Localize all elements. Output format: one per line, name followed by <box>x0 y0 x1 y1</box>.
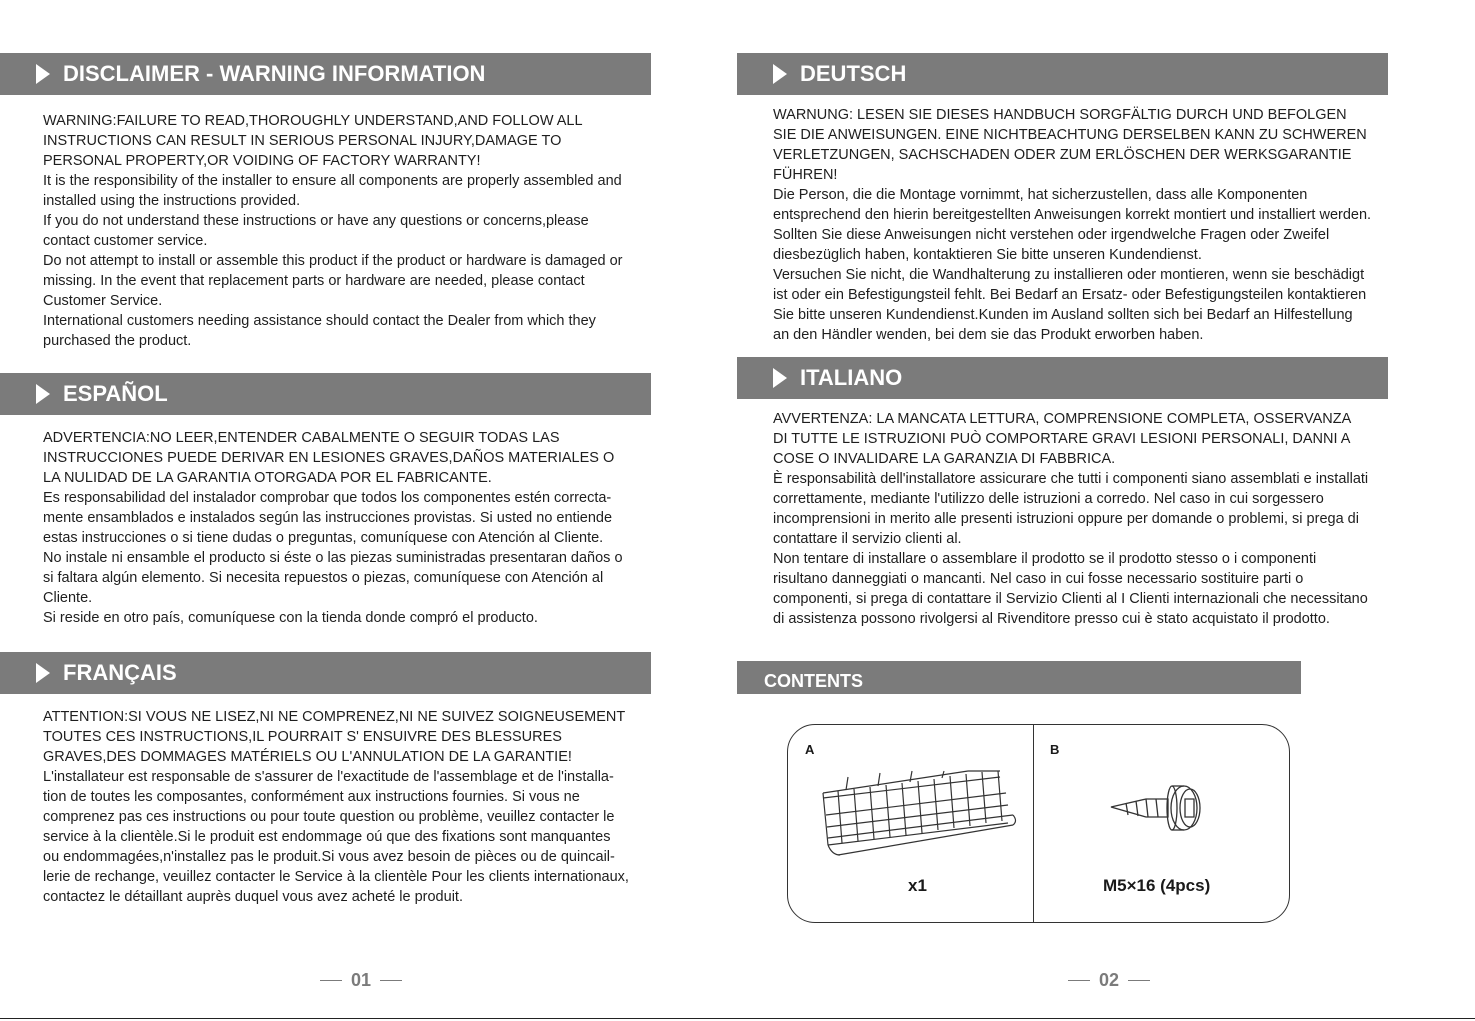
text-line: DI TUTTE LE ISTRUZIONI PUÒ COMPORTARE GRAVI LESIONI PERSONALI, DANNI A <box>773 431 1351 447</box>
text-line: an den Händler wenden, bei dem sie das Produkt erworben haben. <box>773 327 1204 343</box>
text-line: LA NULIDAD DE LA GARANTIA OTORGADA POR EL FABRICANTE. <box>43 470 492 486</box>
text-line: purchased the product. <box>43 333 192 349</box>
text-line: Sie bitte unseren Kundendienst.Kunden im Ausland sollten sich bei Bedarf an Hilfestellung <box>773 307 1353 323</box>
dash-divider <box>320 980 342 981</box>
text-line: tion de toutes les composantes, conformément aux instructions fournies. Si vous ne <box>43 789 580 805</box>
deutsch-text <box>773 105 1398 345</box>
dash-divider <box>1128 980 1150 981</box>
text-line: GRAVES,DES DOMMAGES MATÉRIELS OU L'ANNULATION DE LA GARANTIE! <box>43 749 572 765</box>
text-line: contact customer service. <box>43 233 208 249</box>
espanol-heading: ESPAÑOL <box>63 381 168 406</box>
cable-tray-icon <box>818 763 1018 868</box>
disclaimer-text <box>43 111 658 351</box>
text-line: Es responsabilidad del instalador comprobar que todos los componentes estén correcta- <box>43 490 612 506</box>
text-line: COSE O INVALIDARE LA GARANZIA DI FABBRICA. <box>773 451 1116 467</box>
bottom-rule <box>0 1018 1475 1019</box>
text-line: International customers needing assistance should contact the Dealer from which they <box>43 313 596 329</box>
text-line: SIE DIE ANWEISUNGEN. EINE NICHTBEACHTUNG DERSELBEN KANN ZU SCHWEREN <box>773 127 1367 143</box>
contents-box <box>787 724 1290 923</box>
text-line: Cliente. <box>43 590 93 606</box>
text-line: Si reside en otro país, comuníquese con la tienda donde compró el producto. <box>43 610 538 626</box>
italiano-heading: ITALIANO <box>800 365 903 390</box>
page-number-text: 02 <box>1099 970 1120 990</box>
text-line: comprenez pas ces instructions ou pour toute question ou problème, veuillez contacter le <box>43 809 615 825</box>
text-line: VERLETZUNGEN, SACHSCHADEN ODER ZUM ERLÖSCHEN DER WERKSGARANTIE <box>773 147 1352 163</box>
page-number-right <box>1068 970 1159 991</box>
text-line: TOUTES CES INSTRUCTIONS,IL POURRAIT S' ENSUIVRE DES BLESSURES <box>43 729 562 745</box>
text-line: ist oder ein Befestigungsteil fehlt. Bei Bedarf an Ersatz- oder Befestigungsteilen kontaktieren <box>773 287 1367 303</box>
contents-heading: CONTENTS <box>764 671 863 691</box>
triangle-marker-icon <box>36 64 50 84</box>
text-line: componenti, si prega di contattare il Servizio Clienti al I Clienti internazionali che necessitano <box>773 591 1368 607</box>
item-b-quantity: M5×16 (4pcs) <box>1103 876 1211 895</box>
italiano-text <box>773 409 1398 629</box>
page-number-left <box>320 970 411 991</box>
text-line: If you do not understand these instructions or have any questions or concerns,please <box>43 213 589 229</box>
text-line: WARNING:FAILURE TO READ,THOROUGHLY UNDERSTAND,AND FOLLOW ALL <box>43 113 583 129</box>
text-line: di assistenza possono rivolgersi al Rivenditore presso cui è stato acquistato il prodotto. <box>773 611 1330 627</box>
francais-heading: FRANÇAIS <box>63 660 177 685</box>
text-line: service à la clientèle.Si le produit est endommage oú que des fixations sont manquantes <box>43 829 611 845</box>
triangle-marker-icon <box>773 368 787 388</box>
text-line: WARNUNG: LESEN SIE DIESES HANDBUCH SORGFÄLTIG DURCH UND BEFOLGEN <box>773 107 1347 123</box>
text-line: Non tentare di installare o assemblare il prodotto se il prodotto stesso o i componenti <box>773 551 1317 567</box>
contents-heading-bar <box>737 661 1301 694</box>
item-a-quantity: x1 <box>908 876 927 895</box>
triangle-marker-icon <box>36 663 50 683</box>
francais-heading-bar <box>0 652 651 694</box>
deutsch-heading-bar <box>737 53 1388 95</box>
francais-text <box>43 707 658 907</box>
text-line: No instale ni ensamble el producto si éste o las piezas suministradas presentaran daños o <box>43 550 623 566</box>
deutsch-heading: DEUTSCH <box>800 61 907 86</box>
text-line: PERSONAL PROPERTY,OR VOIDING OF FACTORY WARRANTY! <box>43 153 481 169</box>
text-line: entsprechend den hierin bereitgestellten Anweisungen korrekt montiert und installiert werden. <box>773 207 1372 223</box>
text-line: contactez le détaillant auprès duquel vous avez acheté le produit. <box>43 889 463 905</box>
text-line: AVVERTENZA: LA MANCATA LETTURA, COMPRENSIONE COMPLETA, OSSERVANZA <box>773 411 1352 427</box>
text-line: Versuchen Sie nicht, die Wandhalterung zu installieren oder montieren, wenn sie beschädigt <box>773 267 1365 283</box>
text-line: lerie de rechange, veuillez contacter le Service à la clientèle Pour les clients internationaux, <box>43 869 629 885</box>
dash-divider <box>380 980 402 981</box>
triangle-marker-icon <box>773 64 787 84</box>
item-b-label: B <box>1050 742 1060 757</box>
text-line: ADVERTENCIA:NO LEER,ENTENDER CABALMENTE O SEGUIR TODAS LAS <box>43 430 560 446</box>
text-line: installed using the instructions provided. <box>43 193 301 209</box>
text-line: mente ensamblados e instalados según las instrucciones provistas. Si usted no entiende <box>43 510 613 526</box>
espanol-text <box>43 428 658 628</box>
text-line: Customer Service. <box>43 293 163 309</box>
text-line: ATTENTION:SI VOUS NE LISEZ,NI NE COMPRENEZ,NI NE SUIVEZ SOIGNEUSEMENT <box>43 709 626 725</box>
disclaimer-heading: DISCLAIMER - WARNING INFORMATION <box>63 61 486 86</box>
text-line: si faltara algún elemento. Si necesita repuestos o piezas, comuníquese con Atención al <box>43 570 604 586</box>
cell-divider <box>1033 725 1034 922</box>
text-line: It is the responsibility of the installer to ensure all components are properly assembled and <box>43 173 622 189</box>
text-line: incomprensioni in merito alle presenti istruzioni oppure per domande o problemi, si prega di <box>773 511 1359 527</box>
italiano-heading-bar <box>737 357 1388 399</box>
disclaimer-heading-bar <box>0 53 651 95</box>
dash-divider <box>1068 980 1090 981</box>
text-line: missing. In the event that replacement parts or hardware are needed, please contact <box>43 273 585 289</box>
espanol-heading-bar <box>0 373 651 415</box>
screw-icon <box>1106 781 1221 841</box>
text-line: FÜHREN! <box>773 167 838 183</box>
text-line: estas instrucciones o si tiene dudas o preguntas, comuníquese con Atención al Cliente. <box>43 530 604 546</box>
text-line: INSTRUCCIONES PUEDE DERIVAR EN LESIONES GRAVES,DAÑOS MATERIALES O <box>43 450 615 466</box>
text-line: risultano danneggiati o mancanti. Nel caso in cui fosse necessario sostituire parti o <box>773 571 1304 587</box>
item-a-label: A <box>805 742 815 757</box>
triangle-marker-icon <box>36 384 50 404</box>
text-line: diesbezüglich haben, kontaktieren Sie bitte unseren Kundendienst. <box>773 247 1202 263</box>
text-line: Sollten Sie diese Anweisungen nicht verstehen oder irgendwelche Fragen oder Zweifel <box>773 227 1330 243</box>
text-line: correttamente, mediante l'utilizzo delle istruzioni a corredo. Nel caso in cui sorgessero <box>773 491 1324 507</box>
page-number-text: 01 <box>351 970 372 990</box>
text-line: INSTRUCTIONS CAN RESULT IN SERIOUS PERSONAL INJURY,DAMAGE TO <box>43 133 562 149</box>
text-line: Do not attempt to install or assemble this product if the product or hardware is damaged or <box>43 253 623 269</box>
text-line: Die Person, die die Montage vornimmt, hat sicherzustellen, dass alle Komponenten <box>773 187 1308 203</box>
text-line: contattare il servizio clienti al. <box>773 531 962 547</box>
text-line: ou endommagées,n'installez pas le produit.Si vous avez besoin de pièces ou de quincail- <box>43 849 615 865</box>
text-line: È responsabilità dell'installatore assicurare che tutti i componenti siano assemblati e installati <box>773 471 1369 487</box>
text-line: L'installateur est responsable de s'assurer de l'exactitude de l'assemblage et de l'installa- <box>43 769 614 785</box>
